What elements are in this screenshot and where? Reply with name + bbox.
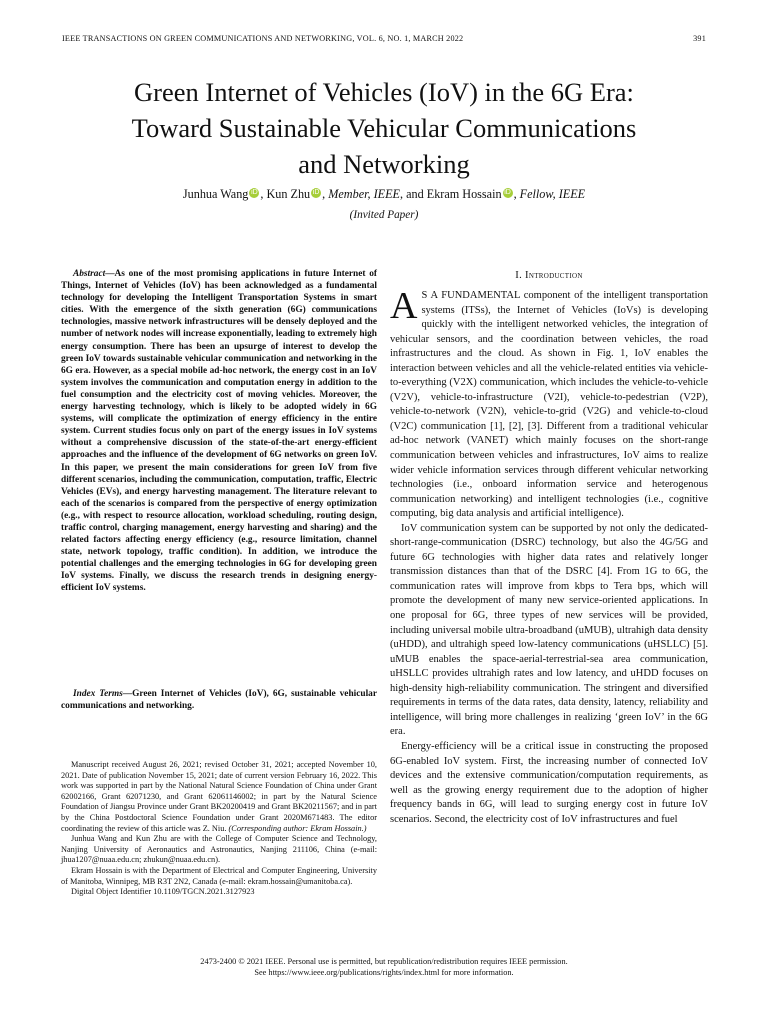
footnotes xyxy=(61,760,377,898)
index-terms-text: —Green Internet of Vehicles (IoV), 6G, sustainable vehicular communications and networking. xyxy=(61,689,377,712)
drop-cap: A xyxy=(390,285,418,327)
footnote-doi[interactable]: Digital Object Identifier 10.1109/TGCN.2021.3127923 xyxy=(71,887,255,897)
author-name: Junhua Wang xyxy=(182,187,249,201)
section-title: Introduction xyxy=(525,270,583,281)
running-header xyxy=(62,34,706,43)
footnote-affiliation-2: Ekram Hossain is with the Department of Electrical and Computer Engineering, University of Manitoba, Winnipeg, MB R3T 2N2, Canada (e-mail: ekram.hossain@umanitoba.ca). xyxy=(61,865,377,886)
copyright-line-2: See https://www.ieee.org/publications/rights/index.html for more information. xyxy=(254,968,514,977)
footnote-affiliation-1: Junhua Wang and Kun Zhu are with the College of Computer Science and Technology, Nanjing University of Aeronautics and Astronautics, Nanjing 211106, China (e-mail: jhua1207@nuaa.edu.cn; zhukun@nuaa.edu.cn). xyxy=(61,834,377,865)
author-separator: , and xyxy=(400,187,427,201)
intro-paragraph-2: IoV communication system can be supported by not only the dedicated-short-range-communication (DSRC) technology, but also the 4G/5G and future 6G technologies with higher data rates and relatively longer transmission distances than that of the DSRC [4]. From 1G to 6G, the communication rates will improve from kbps to Tera bps, which will promote the development of many new service-oriented applications. In one proposal for 6G, three types of new services will be provided, including universal mobile ultra-broadband (uMUB), ultrahigh data density (uHDD), and ultrahigh speed low-latency communications (uHSLLC) [5]. uMUB enables the space-aerial-terrestrial-sea area communication, uHSLLC provides ultrahigh rates and low latency, and uHDD focuses on high-density high-reliability communication. The stringent and diversified requirements in terms of the data rates, data density, latency, reliability and intelligence, will bring more challenges in realizing ‘green IoV’ in the 6G era. xyxy=(390,522,708,738)
index-terms-label: Index Terms xyxy=(73,689,123,699)
abstract-text: —As one of the most promising applications in future Internet of Things, Internet of Vehicles (IoV) has been acknowledged as a fundamental technology for developing the Intelligent Transportation Systems in smart cities. With the emergence of the sixth generation (6G) communications technologies, massive network infrastructures will be densely deployed and the number of network nodes will increase exponentially, leading to extremely high energy consumption. There has been an upsurge of interest to develop the green IoV towards sustainable vehicular communication and networking in the 6G era. However, as a special mobile ad-hoc network, the energy cost in an IoV system involves the communication and computation energy in addition to the fuel consumption and the electricity cost of moving vehicles. Moreover, the energy harvesting technology, which is likely to be adopted widely in 6G systems, will complicate the optimization of energy efficiency in the entire system. Current studies focus only on part of the energy issues in IoV systems without a comprehensive discussion of the state-of-the-art energy-efficient approaches and the influence of the development of 6G networks on green IoV. In this paper, we present the main considerations for green IoV from five different scenarios, including the communication, computation, traffic, Electric Vehicles (EVs), and energy harvesting management. The literature relevant to each of the scenarios is compared from the perspective of energy optimization (e.g., with respect to resource allocation, workload scheduling, routing design, traffic control, charging management, energy harvesting and sharing) and the related factors affecting energy efficiency (e.g., resource limitation, channel state, network topology, traffic condition). In addition, we introduce the potential challenges and the emerging technologies in 6G for developing green IoV systems. Finally, we discuss the research trends in designing energy-efficient IoV systems. xyxy=(61,269,377,594)
abstract-label: Abstract xyxy=(73,269,106,279)
copyright-notice xyxy=(40,956,728,978)
intro-paragraph-3: Energy-efficiency will be a critical issue in constructing the proposed 6G-enabled IoV system. First, the increasing number of connected IoV devices and the extensive communication/computation requirements, as well as the growing energy requirement due to the adoption of higher frequency bands in 6G, will lead to surging energy cost in future IoV scenarios. Second, the electricity cost of IoV infrastructures and fuel xyxy=(390,740,708,825)
journal-name: IEEE TRANSACTIONS ON GREEN COMMUNICATIONS AND NETWORKING, VOL. 6, NO. 1, MARCH 2022 xyxy=(62,34,464,43)
index-terms xyxy=(61,688,377,712)
section-number: I. xyxy=(515,270,523,281)
page-number: 391 xyxy=(693,34,706,43)
paragraph-text: S A FUNDAMENTAL component of the intelligent transportation systems (ITSs), the Internet of Vehicles (IoVs) is developing quickly with the intelligent networked vehicles, the integration of vehicular sensors, and the coordination between vehicles, the road infrastructures and the cloud. As shown in Fig. 1, IoV enables the interaction between vehicles and all the vehicle-related entities via vehicle-to-everything (V2X) communication, which includes the vehicle-to-vehicle (V2V), vehicle-to-infrastructure (V2I), vehicle-to-pedestrian (V2P), vehicle-to-network (V2N), vehicle-to-grid (V2G) and vehicle-to-cloud (V2C) communication [1], [2], [3]. Different from a traditional vehicular ad-hoc network (VANET) which mainly focuses on the short-range communication between vehicles and infrastructures, IoV aims to realize wider vehicle information services through different vehicular networking technologies (i.e., onboard information service and heterogenous communication networking) and intelligent technologies (i.e., cognitive computing, big data analysis and artificial intelligence). xyxy=(390,290,708,520)
title-line-3: and Networking xyxy=(298,149,470,179)
abstract xyxy=(61,268,377,595)
author-separator: , xyxy=(322,187,329,201)
orcid-icon[interactable]: iD xyxy=(312,189,320,196)
author-name: Kun Zhu xyxy=(266,187,311,201)
invited-paper-note: (Invited Paper) xyxy=(349,209,419,221)
author-separator: , xyxy=(513,187,520,201)
corresponding-author: (Corresponding author: Ekram Hossain.) xyxy=(228,823,367,833)
author-list xyxy=(40,186,728,202)
section-heading xyxy=(390,270,708,281)
author-name: Ekram Hossain xyxy=(426,187,502,201)
orcid-icon[interactable]: iD xyxy=(251,189,258,196)
introduction-body xyxy=(390,285,708,827)
title-line-1: Green Internet of Vehicles (IoV) in the 6G Era: xyxy=(134,77,634,107)
orcid-icon[interactable]: iD xyxy=(504,189,511,196)
intro-paragraph-1 xyxy=(390,285,708,522)
copyright-line-1: 2473-2400 © 2021 IEEE. Personal use is permitted, but republication/redistribution requires IEEE permission. xyxy=(200,957,568,966)
author-role: Fellow, IEEE xyxy=(519,187,586,201)
author-role: Member, IEEE xyxy=(328,187,400,201)
title-line-2: Toward Sustainable Vehicular Communications xyxy=(131,113,637,143)
author-separator: , xyxy=(260,187,267,201)
footnote-manuscript xyxy=(61,760,377,834)
footnote-text: Manuscript received August 26, 2021; revised October 31, 2021; accepted November 10, 2021. Date of publication November 15, 2021; date of current version February 16, 2022. This work was supported in part by the National Natural Science Foundation of China under Grant 62002166, Grant 62071230, and Grant 62061146002; in part by the Natural Science Foundation of Jiangsu Province under Grant BK20200419 and Grant BK20211567; and in part by the China Postdoctoral Science Foundation under Grant 2020M671483. The editor coordinating the review of this article was Z. Niu. xyxy=(61,760,377,833)
paper-title xyxy=(40,74,728,182)
